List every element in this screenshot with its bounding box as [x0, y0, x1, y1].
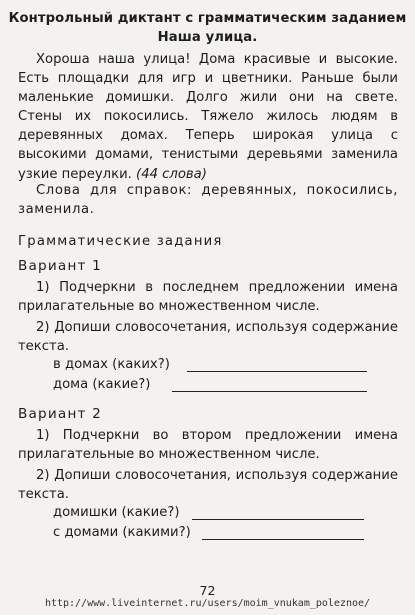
variant1-task2: 2) Допиши словосочетания, используя содержание текста.	[18, 320, 398, 355]
word-count: (44 слова)	[136, 166, 207, 182]
variant2-answer1-line[interactable]	[192, 519, 364, 520]
dictation-body: Хороша наша улица! Дома красивые и высокие. Есть площадки для игр и цветники. Раньше были маленькие домишки. Долго жили они на свете. Стены их покосились. Тяжело жилось людям в деревянных домах. Теперь широкая улица с высокими домами, тенистыми деревьями заменила узкие переулки.	[18, 52, 398, 182]
variant2-phrase2: с домами (какими?)	[53, 525, 191, 540]
reference-words-text: Слова для справок: деревянных, покосились, заменила.	[18, 183, 398, 218]
dictation-text	[18, 50, 398, 184]
variant1-phrase1: в домах (каких?)	[53, 357, 170, 372]
variant1-answer1-line[interactable]	[187, 371, 367, 372]
variant1-task1: 1) Подчеркни в последнем предложении имена прилагательные во множественном числе.	[18, 280, 398, 315]
variant2-phrase1: домишки (какие?)	[53, 505, 180, 520]
variant1-heading: Вариант 1	[18, 258, 103, 274]
page-number: 72	[199, 583, 216, 598]
variant2-task1: 1) Подчеркни во втором предложении имена прилагательные во множественном числе.	[18, 428, 398, 463]
dictation-subtitle: Наша улица.	[157, 30, 258, 45]
dictation-title: Контрольный диктант с грамматическим заданием	[8, 11, 407, 26]
reference-words	[18, 181, 398, 219]
watermark-url: http://www.liveinternet.ru/users/moim_vnukam_poleznoe/	[44, 598, 371, 609]
variant2-task2: 2) Допиши словосочетания, используя содержание текста.	[18, 468, 398, 503]
grammar-tasks-heading: Грамматические задания	[18, 234, 223, 249]
variant2-heading: Вариант 2	[18, 406, 103, 422]
variant2-answer2-line[interactable]	[202, 539, 364, 540]
variant1-phrase2: дома (какие?)	[53, 377, 151, 392]
variant1-answer2-line[interactable]	[172, 391, 367, 392]
